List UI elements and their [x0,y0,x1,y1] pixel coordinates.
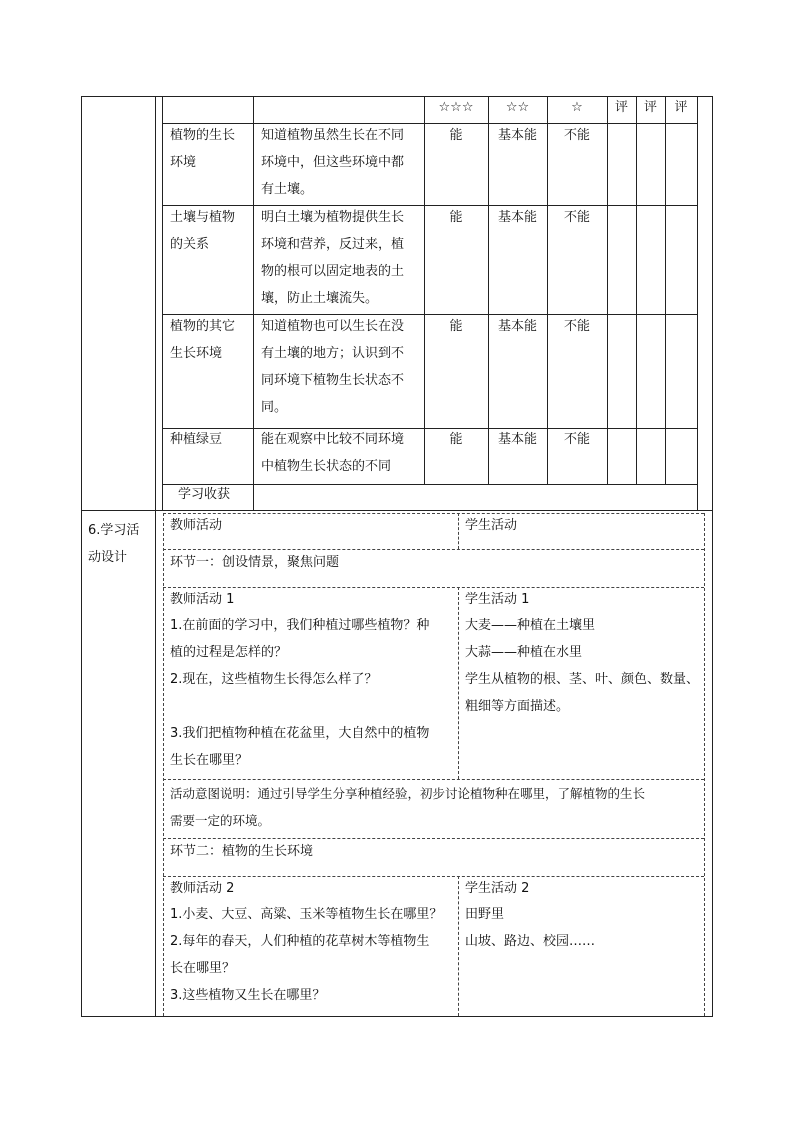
link-2-title: 环节二：植物的生长环境 [170,844,314,859]
section-6-label: 6.学习活 动设计 [88,523,140,565]
rubric-header-1star: ☆ [571,100,583,115]
rubric-level-1: 不能 [563,319,590,334]
student-activity-header: 学生活动 [465,518,518,533]
rubric-level-1: 不能 [563,128,590,143]
rubric-item: 植物的其它 生长环境 [170,319,236,361]
activity-intent: 活动意图说明：通过引导学生分享种植经验，初步讨论植物种在哪里，了解植物的生长 需要一定的环境。 [170,786,646,828]
teacher-activity-header: 教师活动 [170,518,223,533]
rubric-header-eval-2: 评 [643,100,657,115]
rubric-level-1: 不能 [563,432,590,447]
rubric-level-2: 基本能 [497,210,537,225]
rubric-level-3: 能 [449,432,463,447]
rubric-item: 土壤与植物 的关系 [170,210,236,252]
link-1-title: 环节一：创设情景，聚焦问题 [170,555,340,570]
rubric-description: 明白土壤为植物提供生长 环境和营养，反过来，植 物的根可以固定地表的土 壤，防止土壤流失。 [261,210,405,306]
teacher-activity-2: 教师活动 2 1.小麦、大豆、高粱、玉米等植物生长在哪里？ 2.每年的春天，人们种植的花草树木等植物生 长在哪里？ 3.这些植物又生长在哪里？ [170,881,443,1003]
learning-harvest-label: 学习收获 [178,487,231,502]
rubric-header-eval-3: 评 [674,100,688,115]
rubric-description: 能在观察中比较不同环境 中植物生长状态的不同 [261,432,405,474]
student-activity-2: 学生活动 2 田野里 山坡、路边、校园…… [465,881,596,949]
rubric-level-2: 基本能 [497,432,537,447]
rubric-level-3: 能 [449,128,463,143]
student-activity-1: 学生活动 1 大麦——种植在土壤里 大蒜——种植在水里 学生从植物的根、茎、叶、颜色、数量、 粗细等方面描述。 [465,592,700,714]
rubric-level-2: 基本能 [497,128,537,143]
rubric-level-2: 基本能 [497,319,537,334]
rubric-description: 知道植物虽然生长在不同 环境中，但这些环境中都 有土壤。 [261,128,405,197]
rubric-item: 植物的生长 环境 [170,128,236,170]
rubric-header-3stars: ☆☆☆ [438,100,474,115]
rubric-description: 知道植物也可以生长在没 有土壤的地方；认识到不 同环境下植物生长状态不 同。 [261,319,405,415]
rubric-level-3: 能 [449,319,463,334]
rubric-level-1: 不能 [563,210,590,225]
rubric-level-3: 能 [449,210,463,225]
rubric-item: 种植绿豆 [170,432,223,447]
rubric-header-eval-1: 评 [614,100,628,115]
rubric-header-2stars: ☆☆ [505,100,530,115]
teacher-activity-1: 教师活动 1 1.在前面的学习中，我们种植过哪些植物？种 植的过程是怎样的？ 2.现在，这些植物生长得怎么样了？ 3.我们把植物种植在花盆里，大自然中的植物 生长在哪里？ [170,592,430,768]
